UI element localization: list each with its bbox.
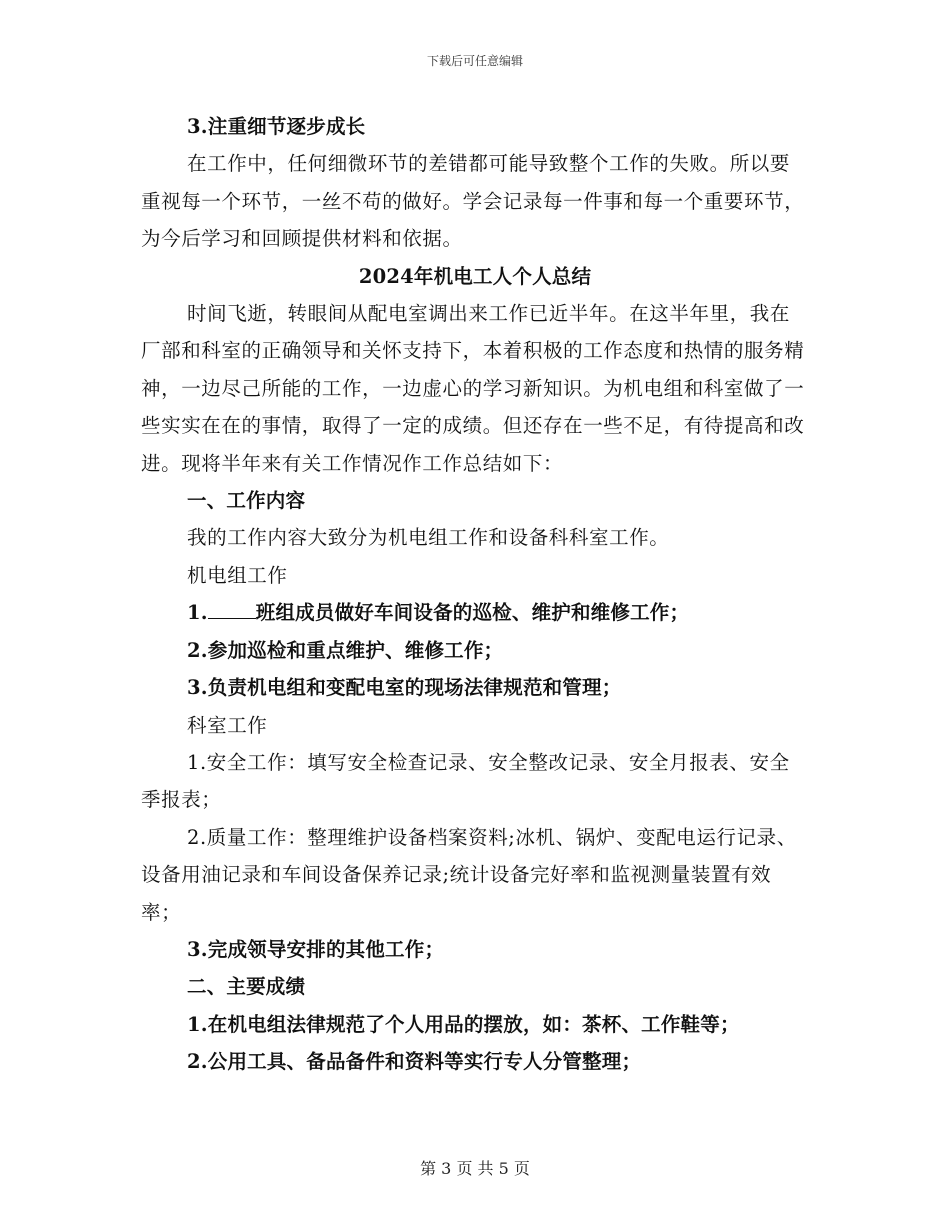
office-item-3: 3.完成领导安排的其他工作； bbox=[187, 937, 445, 961]
achievement-2: 2.公用工具、备品备件和资料等实行专人分管整理； bbox=[187, 1050, 642, 1074]
document-body bbox=[141, 108, 809, 1081]
group-item-1-text: 班组成员做好车间设备的巡检、维护和维修工作； bbox=[255, 601, 690, 625]
heading-work-content: 一、工作内容 bbox=[187, 489, 306, 513]
group-work-label: 机电组工作 bbox=[187, 563, 288, 587]
group-item-1-prefix: 1. bbox=[187, 601, 208, 625]
page-footer: 第 3 页 共 5 页 bbox=[420, 1159, 530, 1178]
achievement-1: 1.在机电组法律规范了个人用品的摆放，如：茶杯、工作鞋等； bbox=[187, 1012, 740, 1036]
fill-blank bbox=[208, 600, 256, 619]
section-3-heading: 3.注重细节逐步成长 bbox=[187, 115, 366, 138]
heading-achievements: 二、主要成绩 bbox=[187, 975, 306, 999]
intro-paragraph: 时间飞逝，转眼间从配电室调出来工作已近半年。在这半年里，我在厂部和科室的正确领导和关怀支持下，本着积极的工作态度和热情的服务精神，一边尽己所能的工作，一边虚心的学习新知识。为机电组和科室做了一些实实在在的事情，取得了一定的成绩。但还存在一些不足，有待提高和改进。现将半年来有关工作情况作工作总结如下： bbox=[141, 302, 805, 475]
page-header: 下载后可任意编辑 bbox=[426, 54, 523, 68]
office-item-2: 2.质量工作：整理维护设备档案资料;冰机、锅炉、变配电运行记录、设备用油记录和车间设备保养记录;统计设备完好率和监视测量装置有效率； bbox=[141, 825, 797, 924]
work-summary: 我的工作内容大致分为机电组工作和设备科科室工作。 bbox=[187, 526, 670, 550]
group-item-2: 2.参加巡检和重点维护、维修工作； bbox=[187, 638, 504, 662]
section-3-paragraph: 在工作中，任何细微环节的差错都可能导致整个工作的失败。所以要重视每一个环节，一丝不苟的做好。学会记录每一件事和每一个重要环节，为今后学习和回顾提供材料和依据。 bbox=[141, 152, 805, 251]
office-item-1: 1.安全工作：填写安全检查记录、安全整改记录、安全月报表、安全季报表； bbox=[141, 750, 790, 812]
group-item-3: 3.负责机电组和变配电室的现场法律规范和管理； bbox=[187, 676, 622, 700]
document-title: 2024年机电工人个人总结 bbox=[358, 264, 592, 288]
group-item-1 bbox=[141, 594, 809, 631]
office-work-label: 科室工作 bbox=[187, 713, 268, 737]
